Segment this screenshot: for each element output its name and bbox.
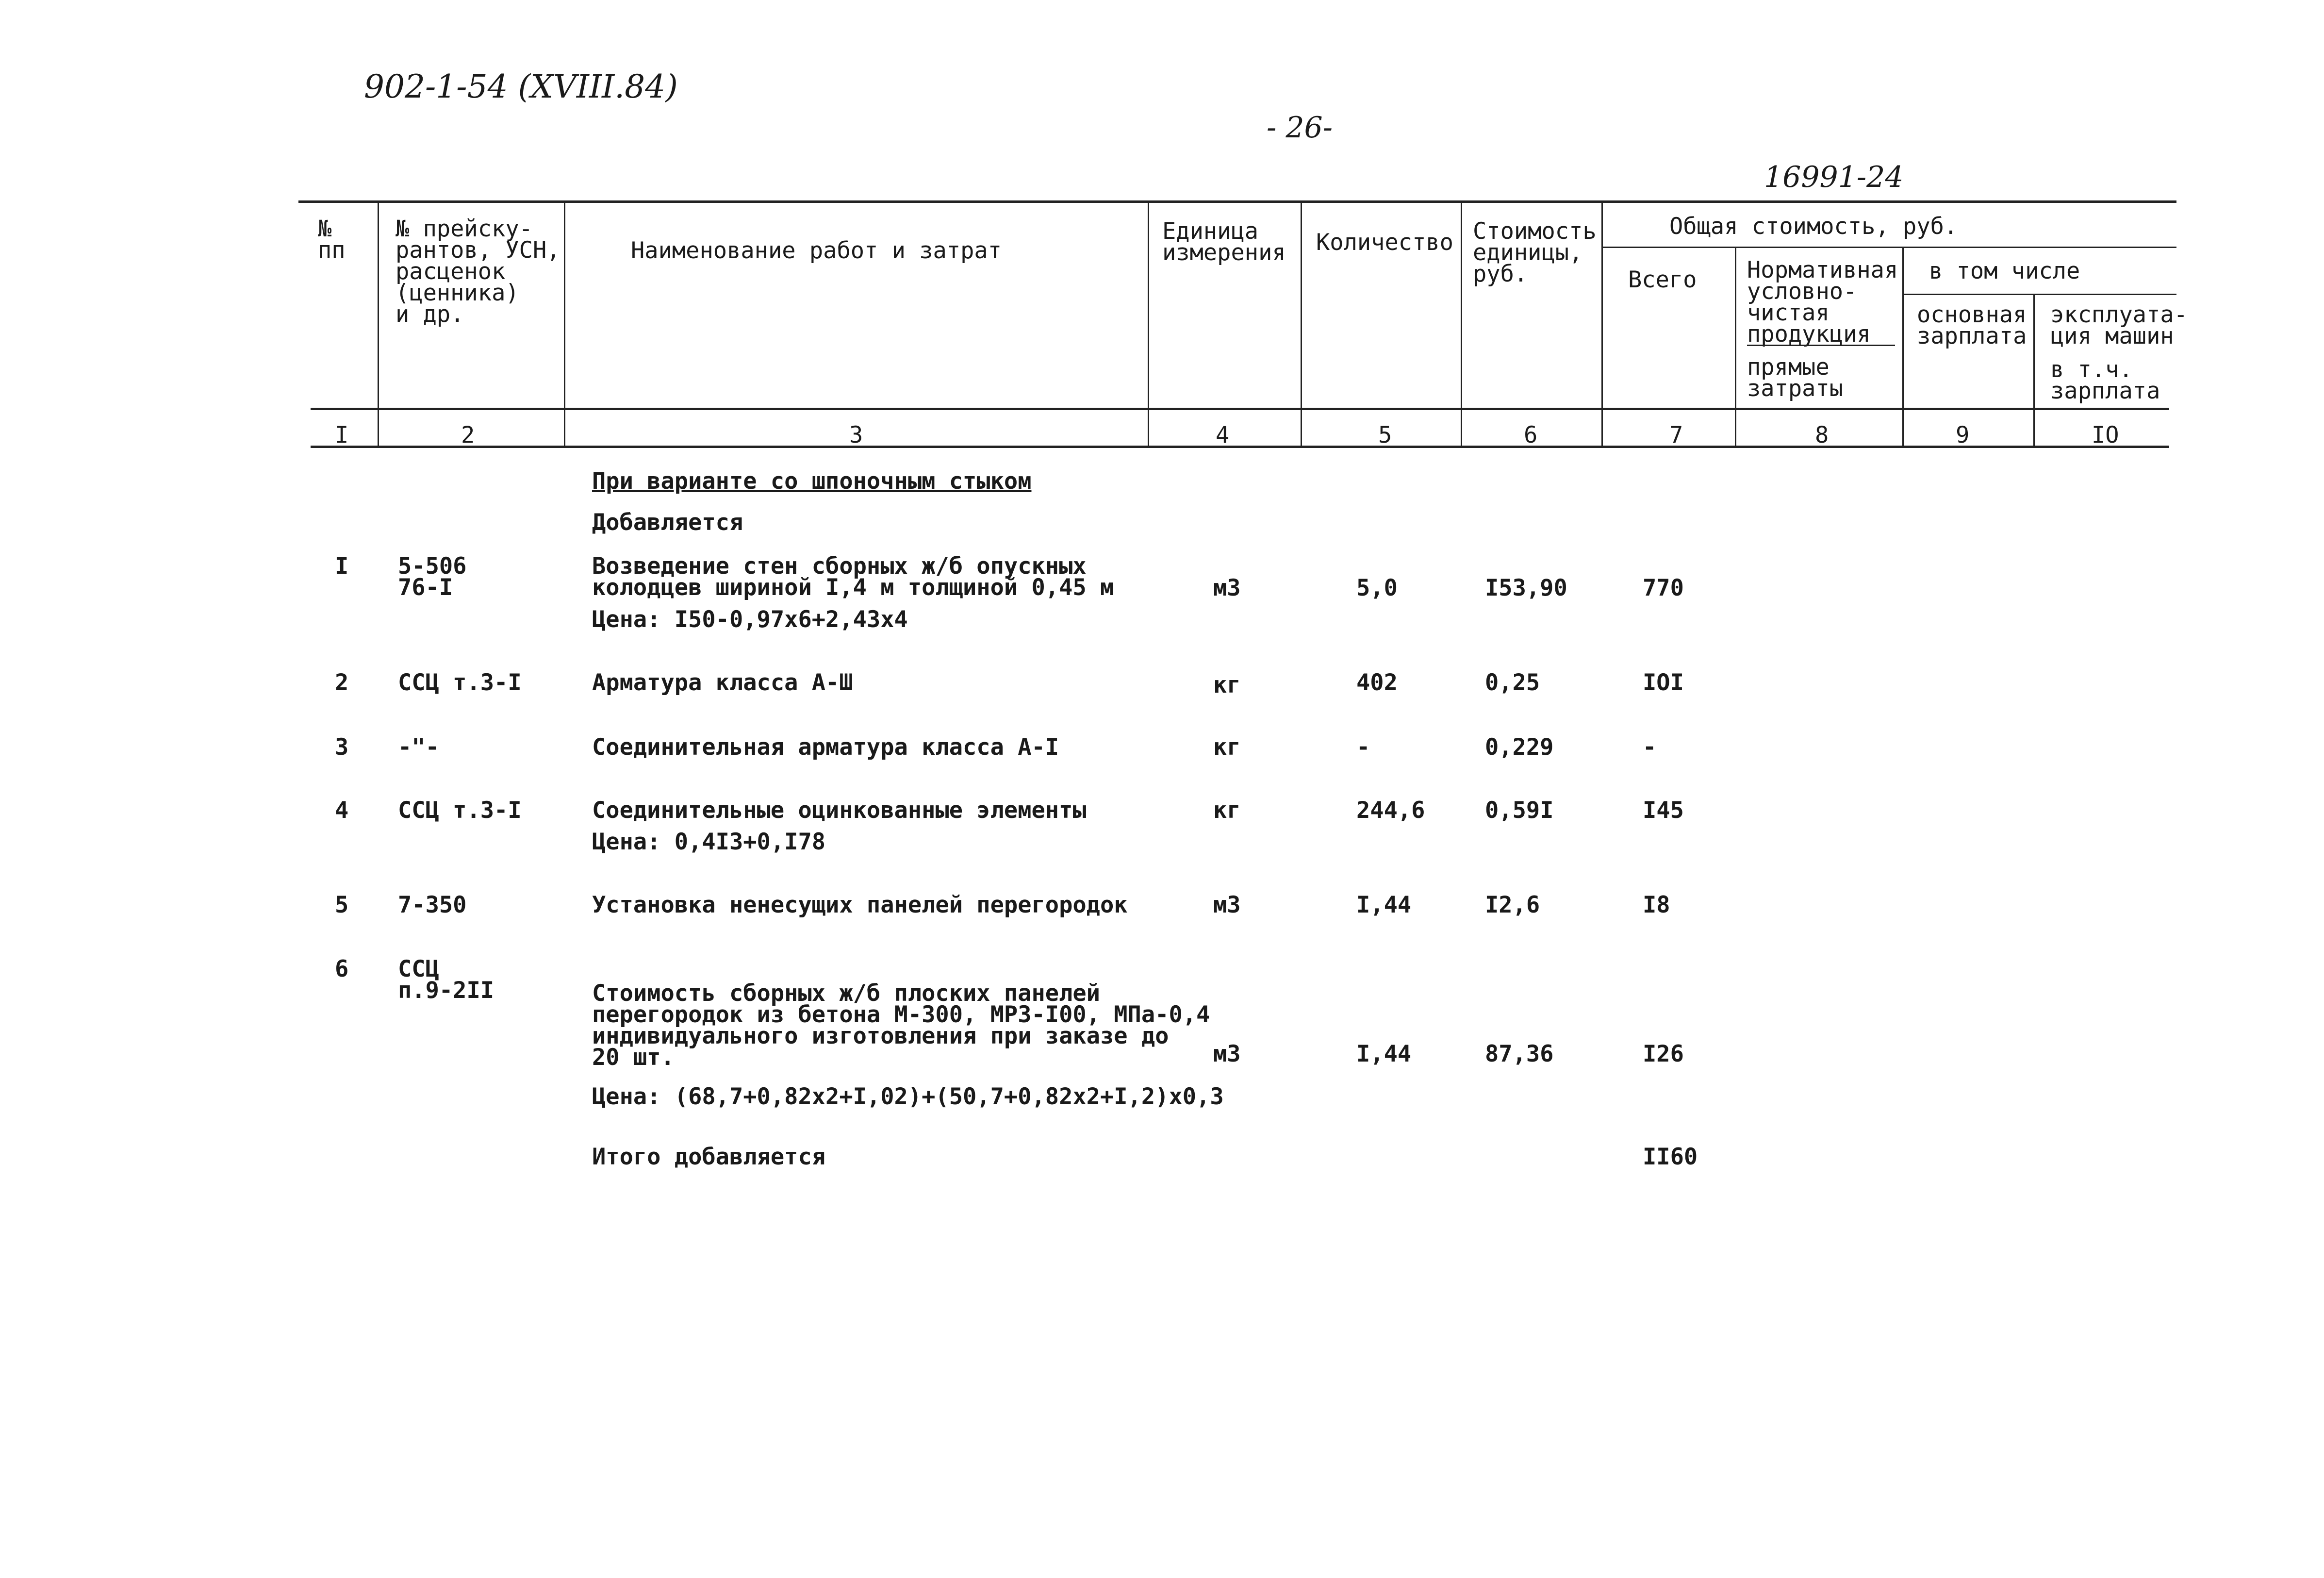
column-number: 2 [461,422,475,448]
page-number: - 26- [1267,111,1333,145]
row-unit-cost: 0,25 [1485,669,1540,696]
row-code: ССЦ п.9-2II [398,956,494,1004]
header-total: Всего [1628,266,1697,293]
column-number: 7 [1669,422,1683,448]
header-unit: Единица измерения [1162,218,1286,266]
col-divider [1461,200,1462,446]
header-bottom-rule [311,408,2169,410]
row-total: 770 [1643,575,1684,601]
row-code: ССЦ т.3-I [398,669,522,696]
row-quantity: 5,0 [1356,575,1398,601]
row-unit: кг [1213,734,1241,761]
column-number: IO [2092,422,2119,448]
row-quantity: - [1356,734,1370,761]
row-name: Стоимость сборных ж/б плоских панелей перегородок из бетона М-300, МРЗ-I00, МПа-0,4 индивидуального изготовления при заказе до 20 шт. [592,980,1210,1071]
header-total-cost-group: Общая стоимость, руб. [1669,213,1958,240]
row-unit-cost: I2,6 [1485,892,1540,918]
header-quantity: Количество [1316,229,1453,256]
row-name: Арматура класса А-Ш [592,669,853,696]
row-quantity: 402 [1356,669,1398,696]
row-code: 7-350 [398,892,467,918]
colnum-bottom-rule [311,446,2169,448]
row-code: 5-506 76-I [398,553,467,601]
header-price-list: № прейску- рантов, УСН, расценок (ценника) и др. [396,216,560,328]
group-rule [1601,247,2176,248]
row-unit: м3 [1213,1041,1241,1067]
column-number: 3 [849,422,863,448]
row-unit: кг [1213,672,1241,698]
row-total: IOI [1643,669,1684,696]
table-top-rule [298,200,2176,203]
column-number: I [335,422,349,448]
row-name: Соединительные оцинкованные элементы [592,797,1087,824]
col-divider [1902,247,1904,446]
row-quantity: 244,6 [1356,797,1425,824]
row-quantity: I,44 [1356,1041,1412,1067]
header-machine-operation: эксплуата- ция машин [2050,301,2188,349]
row-number: 4 [335,797,349,824]
row-total: I8 [1643,892,1670,918]
header-base-salary: основная зарплата [1917,301,2027,349]
row-quantity: I,44 [1356,892,1412,918]
sheet-mark: 902-1-54 (XVIII.84) [364,68,678,105]
row-unit: м3 [1213,575,1241,601]
header-unit-cost: Стоимость единицы, руб. [1473,218,1597,287]
col-divider [1148,200,1149,446]
section-title: При варианте со шпоночным стыком [592,468,1032,495]
row-total: I45 [1643,797,1684,824]
header-machine-salary: в т.ч. зарплата [2050,356,2160,404]
row-number: 3 [335,734,349,761]
row-number: I [335,553,349,580]
row-number: 5 [335,892,349,918]
row-number: 2 [335,669,349,696]
col-divider [1601,200,1603,446]
registration-number: 16991-24 [1764,160,1904,194]
header-normative-product: Нормативная условно- чистая продукция [1747,257,1898,348]
row-unit-cost: 0,229 [1485,734,1554,761]
column-number: 4 [1216,422,1230,448]
col-divider [2033,294,2035,446]
row-unit-cost: 87,36 [1485,1041,1554,1067]
col-divider [1301,200,1302,446]
summary-label: Итого добавляется [592,1144,826,1170]
row-code: ССЦ т.3-I [398,797,522,824]
row-number: 6 [335,956,349,982]
column-number: 8 [1815,422,1829,448]
row-price-formula: Цена: (68,7+0,82x2+I,02)+(50,7+0,82x2+I,2)x0,3 [592,1083,1224,1110]
row-unit-cost: I53,90 [1485,575,1567,601]
row-name: Соединительная арматура класса А-I [592,734,1059,761]
summary-total: II60 [1643,1144,1698,1170]
subgroup-rule [1902,294,2176,295]
row-unit-cost: 0,59I [1485,797,1554,824]
header-row-number: № пп [318,216,346,264]
row-code: -"- [398,734,439,761]
column-number: 6 [1524,422,1538,448]
row-unit: кг [1213,797,1241,824]
row-name: Установка ненесущих панелей перегородок [592,892,1128,918]
column-number: 5 [1378,422,1392,448]
col-divider [1735,247,1736,446]
row-total: I26 [1643,1041,1684,1067]
section-subtitle: Добавляется [592,509,743,536]
column-number: 9 [1956,422,1970,448]
header-work-name: Наименование работ и затрат [631,237,1002,264]
row-total: - [1643,734,1657,761]
row-price-formula: Цена: I50-0,97x6+2,43x4 [592,606,908,633]
header-including: в том числе [1929,258,2080,284]
header-normative-rule [1747,345,1895,346]
row-name: Возведение стен сборных ж/б опускных колодцев шириной I,4 м толщиной 0,45 м [592,553,1114,601]
col-divider [564,200,565,446]
row-unit: м3 [1213,892,1241,918]
header-direct-costs: прямые затраты [1747,354,1844,402]
col-divider [378,200,379,446]
row-price-formula: Цена: 0,4I3+0,I78 [592,829,826,855]
